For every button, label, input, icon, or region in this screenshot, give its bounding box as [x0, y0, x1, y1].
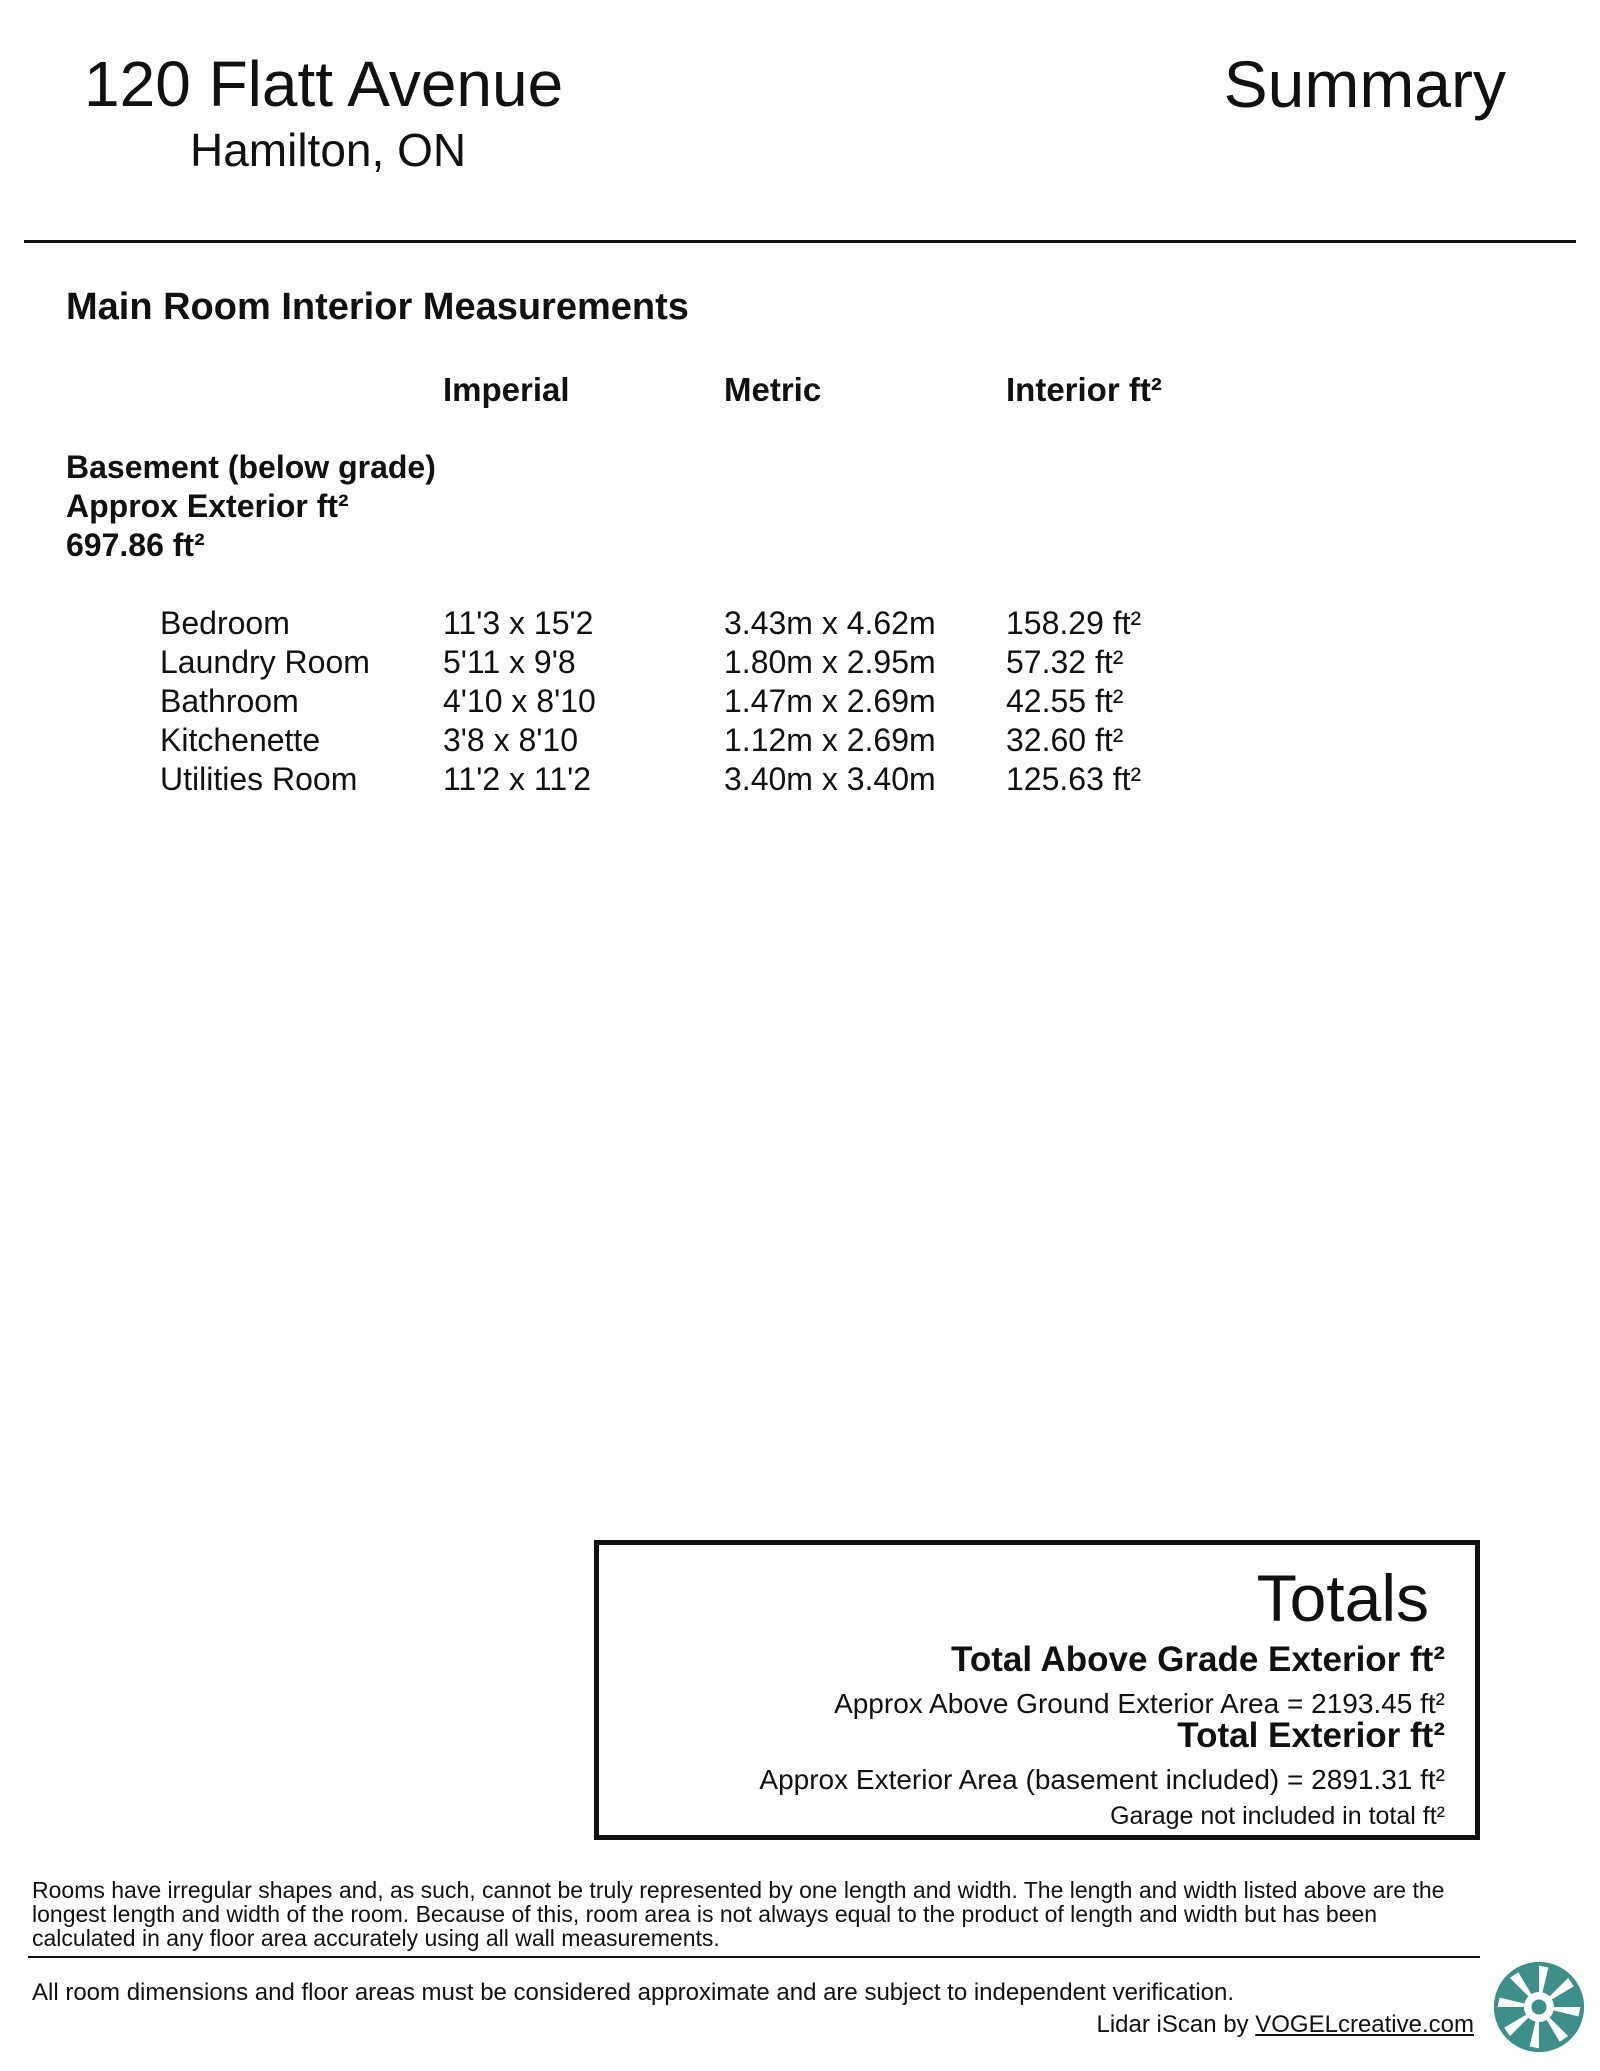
room-name: Bedroom	[160, 605, 290, 641]
aperture-logo-icon	[1492, 1960, 1586, 2054]
table-row	[160, 604, 1160, 643]
room-name: Laundry Room	[160, 644, 370, 680]
column-header-metric: Metric	[724, 371, 822, 408]
table-row	[160, 643, 1160, 682]
garage-note: Garage not included in total ft²	[1110, 1802, 1445, 1830]
room-imperial: 4'10 x 8'10	[443, 683, 596, 719]
room-name: Bathroom	[160, 683, 299, 719]
level-area-label: Approx Exterior ft²	[66, 488, 349, 524]
column-header-imperial: Imperial	[443, 371, 570, 408]
credit-prefix: Lidar iScan by	[1096, 2011, 1256, 2038]
level-area-value: 697.86 ft²	[66, 527, 205, 563]
total-exterior-heading: Total Exterior ft²	[1177, 1716, 1445, 1755]
credit	[1096, 2010, 1474, 2040]
room-imperial: 5'11 x 9'8	[443, 644, 576, 680]
room-metric: 3.43m x 4.62m	[724, 605, 936, 641]
totals-title: Totals	[1256, 1561, 1429, 1635]
above-grade-line: Approx Above Ground Exterior Area = 2193.45 ft²	[834, 1688, 1445, 1719]
level-block	[66, 448, 436, 565]
room-imperial: 11'2 x 11'2	[443, 761, 592, 797]
room-interior: 158.29 ft²	[1006, 605, 1142, 641]
room-table	[160, 604, 1160, 799]
room-interior: 57.32 ft²	[1006, 644, 1124, 680]
total-exterior-line: Approx Exterior Area (basement included) = 2891.31 ft²	[759, 1764, 1445, 1795]
totals-box	[594, 1540, 1480, 1840]
above-grade-heading: Total Above Grade Exterior ft²	[951, 1640, 1445, 1679]
table-row	[160, 721, 1160, 760]
vogelcreative-link[interactable]: VOGELcreative.com	[1255, 2011, 1474, 2038]
room-interior: 125.63 ft²	[1006, 761, 1142, 797]
level-name: Basement (below grade)	[66, 449, 436, 485]
header-divider	[24, 240, 1576, 243]
room-metric: 1.47m x 2.69m	[724, 683, 936, 719]
page-title: Summary	[1223, 47, 1506, 121]
room-metric: 1.80m x 2.95m	[724, 644, 936, 680]
footer-divider	[28, 1956, 1480, 1958]
section-title: Main Room Interior Measurements	[66, 286, 689, 328]
room-imperial: 11'3 x 15'2	[443, 605, 594, 641]
disclaimer: Rooms have irregular shapes and, as such, cannot be truly represented by one length and width. The length and width listed above are the longest length and width of the room. Because of this, room area is not always equal to the product of length and width but has been calculated in any floor area accurately using all wall measurements.	[32, 1877, 1445, 1951]
table-row	[160, 760, 1160, 799]
approximation-note: All room dimensions and floor areas must be considered approximate and are subject to independent verification.	[32, 1979, 1235, 2006]
room-name: Kitchenette	[160, 722, 321, 758]
column-header-interior: Interior ft²	[1006, 371, 1162, 408]
room-metric: 3.40m x 3.40m	[724, 761, 936, 797]
room-interior: 42.55 ft²	[1006, 683, 1124, 719]
address-line-2: Hamilton, ON	[190, 124, 467, 176]
table-row	[160, 682, 1160, 721]
address-line-1: 120 Flatt Avenue	[84, 48, 564, 120]
room-metric: 1.12m x 2.69m	[724, 722, 936, 758]
room-interior: 32.60 ft²	[1006, 722, 1124, 758]
room-name: Utilities Room	[160, 761, 358, 797]
room-imperial: 3'8 x 8'10	[443, 722, 578, 758]
